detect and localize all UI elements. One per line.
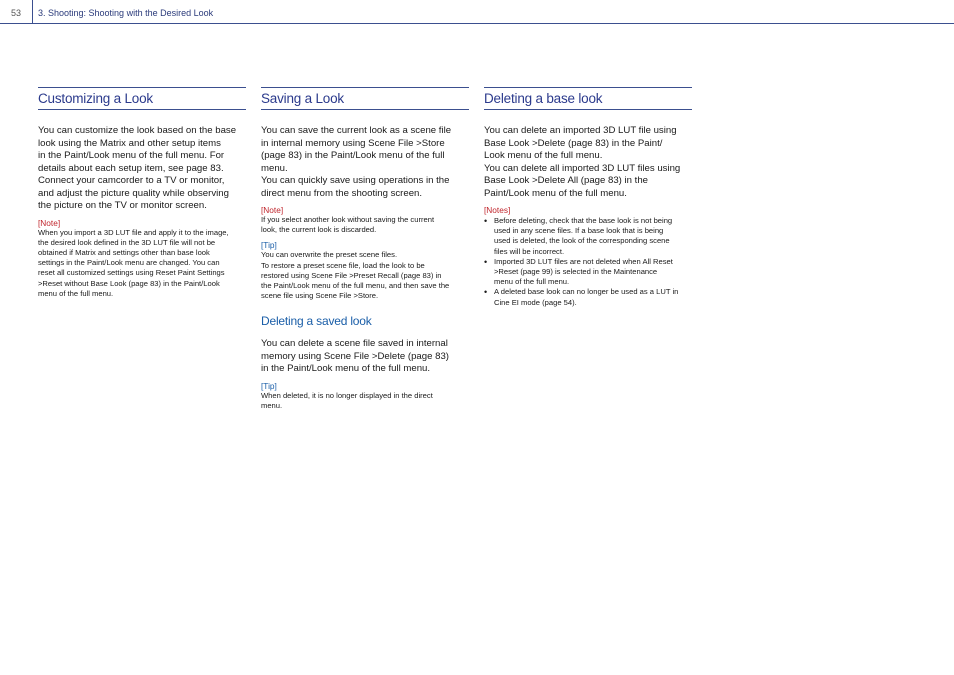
body-line: You can save the current look as a scene file — [261, 125, 452, 136]
body-line: (page 83) in the Paint/Look menu of the full — [261, 150, 445, 161]
note-line: the desired look defined in the 3D LUT file will not be — [38, 237, 216, 247]
body-line: You can delete all imported 3D LUT files using — [484, 162, 681, 174]
note-line: settings in the Paint/Look menu are changed. You can — [38, 258, 220, 268]
bullet-line: Cine EI mode (page 54). — [494, 297, 577, 307]
body-line: Base Look >Delete All (page 83) in the — [484, 175, 649, 186]
body-line: Paint/Look menu of the full menu. — [484, 187, 627, 199]
bullet-line: • A deleted base look can no longer be used as a LUT in — [494, 287, 679, 297]
notes-label: [Notes] — [484, 205, 511, 215]
tip-line: When deleted, it is no longer displayed in the direct — [261, 390, 433, 400]
header-divider — [32, 0, 33, 23]
list-item — [484, 257, 692, 288]
section-deleting-base-look — [484, 87, 692, 308]
note-line: menu of the full menu. — [38, 288, 114, 298]
body-line: You can delete a scene file saved in internal — [261, 338, 448, 350]
body-line: in the Paint/Look menu of the full menu. — [261, 363, 431, 375]
tip-label: [Tip] — [261, 240, 277, 251]
note-text — [38, 228, 246, 299]
bullet-line: • Before deleting, check that the base look is not being — [494, 216, 673, 225]
body-line: the picture on the TV or monitor screen. — [38, 200, 207, 211]
note-label: [Note] — [38, 217, 61, 228]
body-line: memory using Scene File >Delete (page 83) — [261, 350, 449, 362]
tip-line: restored using Scene File >Preset Recall (page 83) in — [261, 270, 442, 280]
tip-line: To restore a preset scene file, load the look to be — [261, 260, 425, 270]
tip-text — [261, 250, 469, 301]
bullet-line: used in any scene files. If a base look that is being — [494, 226, 664, 236]
note-line: look, the current look is discarded. — [261, 225, 377, 235]
header-rule — [0, 23, 954, 24]
bullet-line: >Reset (page 99) is selected in the Maintenance — [494, 267, 658, 277]
subsection-body — [261, 338, 469, 376]
note-line: >Reset without Base Look (page 83) in the Paint/Look — [38, 278, 220, 288]
tip-line: You can overwrite the preset scene files. — [261, 250, 398, 260]
tip-line: the Paint/Look menu of the full menu, and then save the — [261, 281, 450, 291]
section-body — [261, 125, 469, 200]
page-header — [0, 0, 954, 24]
bullet-line: files will be incorrect. — [494, 246, 565, 256]
body-line: look using the Matrix and other setup items — [38, 137, 221, 149]
body-line: and adjust the picture quality while observing — [38, 187, 229, 199]
body-line: You can customize the look based on the base — [38, 125, 237, 136]
tip-line: menu. — [261, 401, 283, 411]
section-title: Customizing a Look — [38, 87, 246, 110]
section-customizing-look — [38, 87, 246, 299]
bullet-line: • Imported 3D LUT files are not deleted when All Reset — [494, 256, 673, 266]
list-item — [484, 287, 692, 307]
note-line: When you import a 3D LUT file and apply it to the image, — [38, 227, 229, 237]
note-label: [Note] — [261, 205, 284, 215]
tip-line: scene file using Scene File >Store. — [261, 291, 379, 301]
breadcrumb[interactable]: 3. Shooting: Shooting with the Desired Look — [38, 8, 214, 18]
page-number: 53 — [11, 8, 22, 18]
section-body — [484, 125, 692, 200]
body-line: You can quickly save using operations in the — [261, 175, 450, 186]
section-title: Saving a Look — [261, 87, 469, 110]
bullet-line: used is deleted, the look of the corresponding scene — [494, 236, 670, 246]
subsection-title: Deleting a saved look — [261, 314, 372, 329]
body-line: Base Look >Delete (page 83) in the Paint/ — [484, 137, 663, 149]
section-body — [38, 125, 246, 213]
note-line: reset all customized settings using Reset Paint Settings — [38, 268, 225, 278]
tip-label: [Tip] — [261, 380, 277, 391]
note-text — [261, 215, 469, 235]
note-line: obtained if Matrix and settings other than base look — [38, 247, 210, 257]
tip-text — [261, 391, 469, 411]
bullet-line: menu of the full menu. — [494, 277, 570, 287]
note-line: If you select another look without saving the current — [261, 215, 435, 224]
list-item — [484, 216, 692, 257]
section-saving-look — [261, 87, 469, 411]
body-line: You can delete an imported 3D LUT file using — [484, 125, 677, 136]
body-line: direct menu from the shooting screen. — [261, 187, 423, 199]
body-line: Connect your camcorder to a TV or monitor, — [38, 175, 225, 186]
body-line: menu. — [261, 162, 288, 174]
body-line: details about each setup item, see page 83. — [38, 162, 224, 174]
body-line: in internal memory using Scene File >Store — [261, 137, 445, 149]
section-title: Deleting a base look — [484, 87, 692, 110]
notes-list — [484, 216, 692, 308]
body-line: Look menu of the full menu. — [484, 150, 603, 161]
body-line: in the Paint/Look menu of the full menu. For — [38, 150, 225, 161]
